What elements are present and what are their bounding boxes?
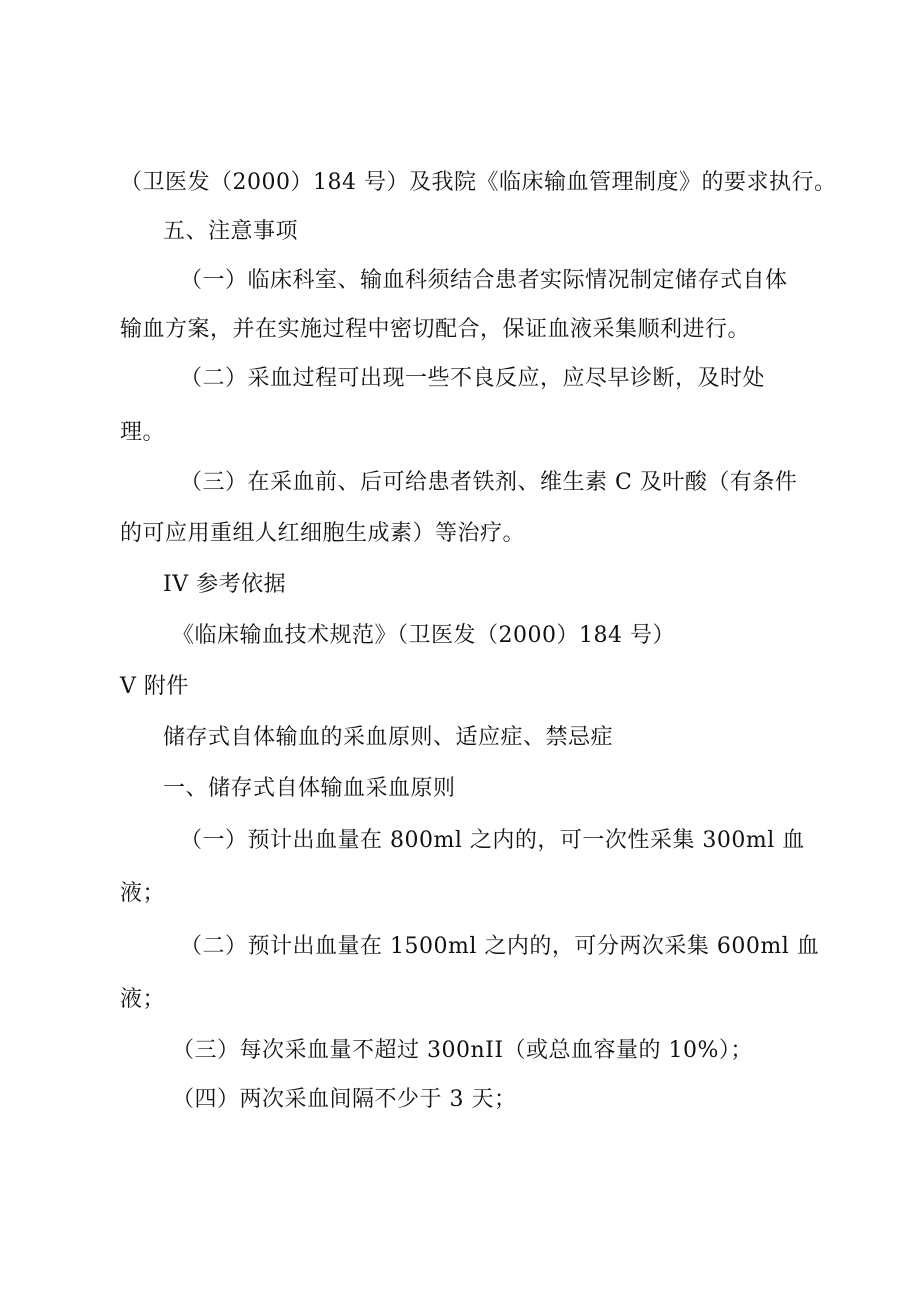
section-heading: V 附件	[120, 674, 189, 699]
text-line: （三）每次采血量不超过 300nII（或总血容量的 10%）；	[172, 1038, 753, 1063]
text-line: （一）预计出血量在 800ml 之内的，可一次性采集 300ml 血	[180, 828, 805, 853]
text-line: （四）两次采血间隔不少于 3 天；	[172, 1087, 517, 1112]
section-heading: 五、注意事项	[163, 219, 299, 244]
text-line: （一）临床科室、输血科须结合患者实际情况制定储存式自体	[180, 268, 788, 293]
section-heading: IV 参考依据	[163, 572, 287, 597]
text-line: 液；	[120, 987, 166, 1012]
text-line: 输血方案，并在实施过程中密切配合，保证血液采集顺利进行。	[120, 317, 751, 342]
text-line: （二）预计出血量在 1500ml 之内的，可分两次采集 600ml 血	[180, 934, 820, 959]
text-line: （二）采血过程可出现一些不良反应，应尽早诊断，及时处	[180, 366, 766, 391]
text-line: （三）在采血前、后可给患者铁剂、维生素 C 及叶酸（有条件	[180, 470, 798, 495]
text-line: （卫医发（2000）184 号）及我院《临床输血管理制度》的要求执行。	[120, 170, 837, 195]
text-line: 理。	[120, 420, 166, 445]
reference-line: 《临床输血技术规范》（卫医发（2000）184 号）	[172, 623, 675, 648]
section-heading: 一、储存式自体输血采血原则	[163, 776, 456, 801]
text-line: 储存式自体输血的采血原则、适应症、禁忌症	[163, 725, 614, 750]
text-line: 的可应用重组人红细胞生成素）等治疗。	[120, 521, 526, 546]
text-line: 液；	[120, 881, 166, 906]
